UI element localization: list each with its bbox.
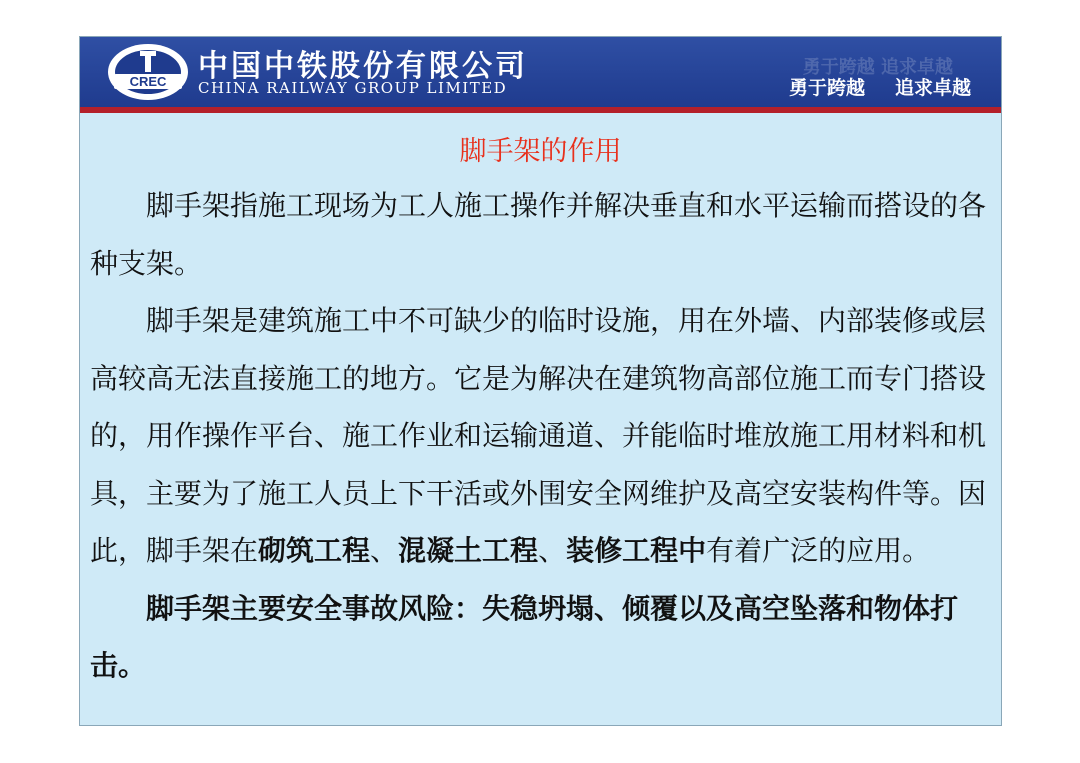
logo-text: CREC bbox=[129, 74, 167, 89]
slide bbox=[79, 36, 1002, 726]
usage-highlight-concrete: 混凝土工程 bbox=[398, 534, 539, 567]
risk-text: 脚手架主要安全事故风险：失稳坍塌、倾覆以及高空坠落和物体打击。 bbox=[90, 591, 959, 682]
paragraph-risks bbox=[90, 580, 992, 695]
header-red-bar bbox=[80, 107, 1001, 113]
usage-text: 脚手架是建筑施工中不可缺少的临时设施，用在外墙、内部装修或层高较高无法直接施工的地方。它是为解决在建筑物高部位施工而专门搭设的，用作操作平台、施工作业和运输通道、并能临时堆放施工用材料和机具，主要为了施工人员上下干活或外围安全网维护及高空安装构件等。因此，脚手架在 bbox=[90, 304, 987, 567]
usage-highlight-masonry: 砌筑工程 bbox=[258, 534, 371, 567]
usage-separator: 、 bbox=[538, 534, 567, 567]
company-name-en: CHINA RAILWAY GROUP LIMITED bbox=[198, 79, 508, 97]
slogan-part-1: 勇于跨越 bbox=[788, 77, 865, 99]
usage-highlight-decoration: 装修工程中 bbox=[566, 534, 707, 567]
slogan-watermark: 勇于跨越 追求卓越 bbox=[802, 57, 953, 78]
usage-separator: 、 bbox=[370, 534, 399, 567]
body-text bbox=[90, 177, 992, 695]
slogan bbox=[789, 73, 971, 100]
paragraph-definition: 脚手架指施工现场为工人施工操作并解决垂直和水平运输而搭设的各种支架。 bbox=[90, 189, 987, 280]
usage-text-end: 有着广泛的应用。 bbox=[706, 534, 931, 567]
page-title: 脚手架的作用 bbox=[459, 136, 622, 167]
paragraph-usage bbox=[90, 292, 992, 580]
header-banner bbox=[80, 37, 1001, 107]
crec-logo-icon bbox=[106, 42, 190, 102]
company-name-cn: 中国中铁股份有限公司 bbox=[198, 49, 528, 84]
slogan-part-2: 追求卓越 bbox=[894, 77, 971, 99]
